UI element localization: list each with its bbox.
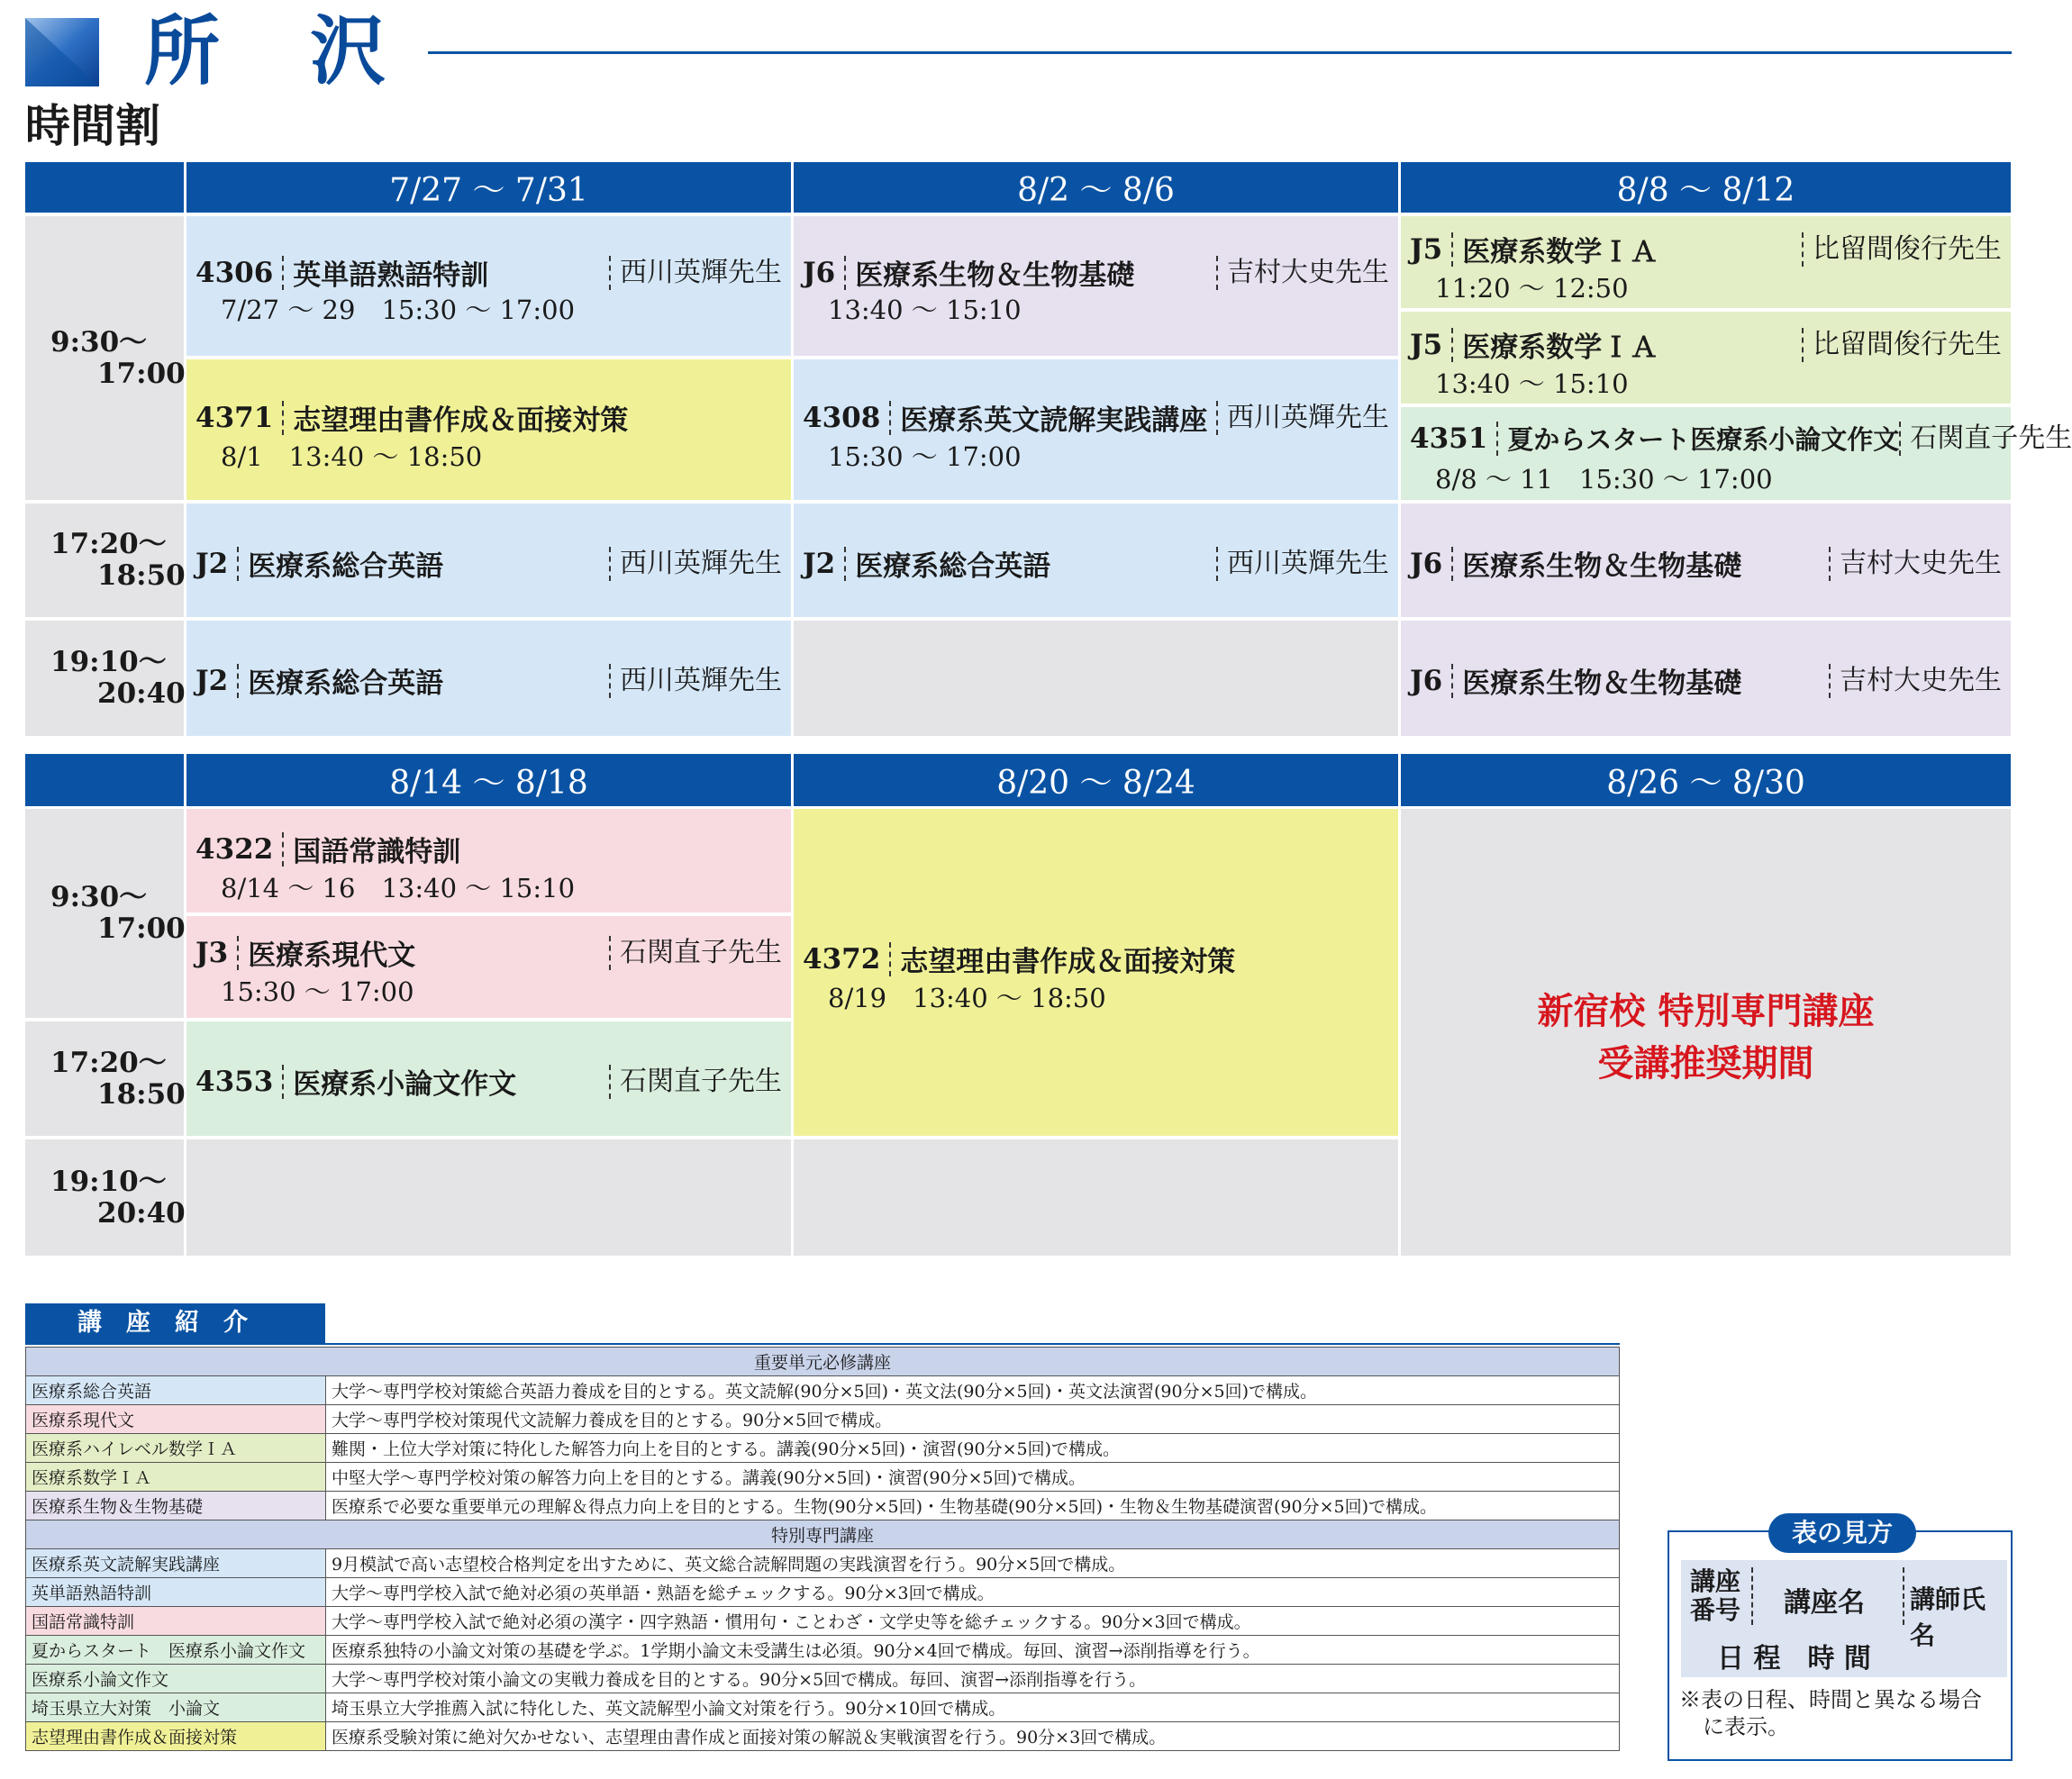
- course-teacher: 比留間俊行先生: [1802, 328, 2002, 362]
- legend-teacher: 講師氏名: [1910, 1584, 1986, 1650]
- course-teacher: 西川英輝先生: [1216, 401, 1389, 435]
- course-code: 4308: [803, 401, 891, 435]
- course-code: 4371: [195, 401, 284, 435]
- course-code: J2: [195, 664, 239, 698]
- intro-row: [26, 1665, 1620, 1693]
- intro-course-name: 医療系生物＆生物基礎: [26, 1492, 326, 1520]
- intro-section-title: 特別専門講座: [26, 1520, 1620, 1549]
- course-title: 医療系総合英語: [248, 550, 444, 583]
- course-title: 医療系総合英語: [855, 550, 1051, 583]
- legend-code-line-2: 番号: [1689, 1595, 1740, 1625]
- intro-course-name: 志望理由書作成＆面接対策: [26, 1722, 326, 1751]
- course-cell[interactable]: [186, 621, 791, 736]
- course-title: 志望理由書作成＆面接対策: [900, 946, 1236, 978]
- time-slot-2: 17:20〜 18:50: [25, 1021, 184, 1136]
- legend-code-line-1: 講座: [1689, 1566, 1740, 1596]
- course-title: 志望理由書作成＆面接対策: [293, 404, 629, 437]
- course-cell[interactable]: [1401, 504, 2011, 617]
- intro-course-name: 医療系総合英語: [26, 1376, 326, 1405]
- week-header-5: 8/20 〜 8/24: [794, 754, 1398, 806]
- course-schedule: 15:30 〜 17:00: [828, 441, 1022, 472]
- course-schedule: 13:40 〜 15:10: [1435, 368, 1629, 399]
- intro-row: [26, 1722, 1620, 1751]
- legend-schedule: 日 程 時 間: [1717, 1643, 1871, 1675]
- intro-course-desc: 大学〜専門学校入試で絶対必須の英単語・熟語を総チェックする。90分×3回で構成。: [326, 1578, 1620, 1607]
- course-title: 医療系生物＆生物基礎: [855, 259, 1135, 292]
- course-title: 医療系数学ＩＡ: [1462, 331, 1659, 364]
- intro-course-name: 医療系現代文: [26, 1405, 326, 1434]
- intro-row: [26, 1578, 1620, 1607]
- week-header-1: 7/27 〜 7/31: [186, 162, 791, 213]
- intro-course-desc: 大学〜専門学校対策小論文の実戦力養成を目的とする。90分×5回で構成。毎回、演習→添削指導を行う。: [326, 1665, 1620, 1693]
- course-schedule: 13:40 〜 15:10: [828, 295, 1022, 325]
- course-title: 医療系生物＆生物基礎: [1462, 667, 1742, 700]
- title-logo-icon: [25, 18, 99, 86]
- week-header-3: 8/8 〜 8/12: [1401, 162, 2011, 213]
- course-title: 医療系生物＆生物基礎: [1462, 550, 1742, 583]
- course-cell[interactable]: [794, 359, 1398, 500]
- course-teacher: 吉村大史先生: [1829, 547, 2002, 581]
- intro-course-desc: 大学〜専門学校入試で絶対必須の漢字・四字熟語・慣用句・ことわざ・文学史等を総チェックする。90分×3回で構成。: [326, 1607, 1620, 1636]
- course-cell[interactable]: [186, 916, 791, 1018]
- course-code: J5: [1410, 328, 1453, 362]
- course-teacher: 石関直子先生: [609, 1065, 782, 1099]
- intro-course-desc: 埼玉県立大学推薦入試に特化した、英文読解型小論文対策を行う。90分×10回で構成。: [326, 1693, 1620, 1722]
- intro-row: [26, 1463, 1620, 1492]
- intro-section-title: 重要単元必修講座: [26, 1348, 1620, 1376]
- intro-course-desc: 大学〜専門学校対策総合英語力養成を目的とする。英文読解(90分×5回)・英文法(90分×5回)・英文法演習(90分×5回)で構成。: [326, 1376, 1620, 1405]
- course-code: 4322: [195, 832, 284, 867]
- special-line-2: 受講推奨期間: [1597, 1042, 1814, 1085]
- course-intro-table: [25, 1347, 1620, 1751]
- course-code: 4351: [1410, 422, 1498, 456]
- course-code: J2: [195, 547, 239, 581]
- course-schedule: 8/8 〜 11 15:30 〜 17:00: [1435, 464, 1773, 495]
- campus-title: 所 沢: [144, 6, 394, 95]
- course-cell[interactable]: [1401, 407, 2072, 500]
- time-slot-3: 19:10〜 20:40: [25, 1139, 184, 1256]
- course-cell[interactable]: [1401, 312, 2011, 404]
- week-header-4: 8/14 〜 8/18: [186, 754, 791, 806]
- course-teacher: 吉村大史先生: [1216, 256, 1389, 290]
- intro-course-name: 医療系ハイレベル数学ＩＡ: [26, 1434, 326, 1463]
- course-cell[interactable]: [794, 504, 1398, 617]
- intro-course-desc: 医療系で必要な重要単元の理解＆得点力向上を目的とする。生物(90分×5回)・生物基礎(90分×5回)・生物＆生物基礎演習(90分×5回)で構成。: [326, 1492, 1620, 1520]
- intro-course-desc: 医療系受験対策に絶対欠かせない、志望理由書作成と面接対策の解説＆実戦演習を行う。90分×3回で構成。: [326, 1722, 1620, 1751]
- intro-course-desc: 難関・上位大学対策に特化した解答力向上を目的とする。講義(90分×5回)・演習(90分×5回)で構成。: [326, 1434, 1620, 1463]
- legend-course-name: 講座名: [1784, 1587, 1865, 1619]
- corner-header: [25, 754, 184, 806]
- course-code: J3: [195, 936, 239, 970]
- course-title: 医療系数学ＩＡ: [1462, 236, 1659, 268]
- time-slot-1: 9:30〜 17:00: [25, 809, 184, 1018]
- course-title: 英単語熟語特訓: [293, 259, 489, 292]
- course-code: J5: [1410, 232, 1453, 267]
- intro-course-name: 国語常識特訓: [26, 1607, 326, 1636]
- intro-row: [26, 1636, 1620, 1665]
- course-cell[interactable]: [794, 809, 1398, 1136]
- course-cell[interactable]: [186, 1021, 791, 1136]
- time-slot-2: 17:20〜 18:50: [25, 504, 184, 617]
- course-title: 医療系現代文: [248, 939, 416, 972]
- course-cell[interactable]: [186, 359, 791, 500]
- corner-header: [25, 162, 184, 213]
- course-code: J2: [803, 547, 846, 581]
- course-cell[interactable]: [794, 216, 1398, 356]
- intro-course-name: 埼玉県立大対策 小論文: [26, 1693, 326, 1722]
- intro-row: [26, 1492, 1620, 1520]
- intro-row: [26, 1405, 1620, 1434]
- course-cell[interactable]: [1401, 216, 2011, 308]
- intro-row: [26, 1549, 1620, 1578]
- course-code: 4353: [195, 1065, 284, 1099]
- intro-row: [26, 1376, 1620, 1405]
- intro-course-name: 夏からスタート 医療系小論文作文: [26, 1636, 326, 1665]
- course-teacher: 石関直子先生: [609, 936, 782, 970]
- course-title: 医療系小論文作文: [293, 1068, 517, 1101]
- course-teacher: 比留間俊行先生: [1802, 232, 2002, 267]
- empty-cell: [794, 621, 1398, 736]
- intro-section-row: [26, 1520, 1620, 1549]
- intro-course-name: 英単語熟語特訓: [26, 1578, 326, 1607]
- intro-course-desc: 中堅大学〜専門学校対策の解答力向上を目的とする。講義(90分×5回)・演習(90分×5回)で構成。: [326, 1463, 1620, 1492]
- course-title: 国語常識特訓: [293, 836, 461, 868]
- empty-cell: [186, 1139, 791, 1256]
- course-schedule: 11:20 〜 12:50: [1435, 273, 1629, 304]
- time-slot-3: 19:10〜 20:40: [25, 621, 184, 736]
- course-teacher: 西川英輝先生: [609, 664, 782, 698]
- course-teacher: 西川英輝先生: [1216, 547, 1389, 581]
- legend-note-line-1: ※表の日程、時間と異なる場合: [1679, 1687, 1982, 1712]
- course-code: 4372: [803, 942, 891, 976]
- course-cell[interactable]: [186, 504, 791, 617]
- course-teacher: 西川英輝先生: [609, 547, 782, 581]
- intro-course-desc: 9月模試で高い志望校合格判定を出すために、英文総合読解問題の実践演習を行う。90分×5回で構成。: [326, 1549, 1620, 1578]
- course-teacher: 石関直子先生: [1899, 422, 2072, 456]
- course-schedule: 8/1 13:40 〜 18:50: [221, 441, 483, 472]
- course-title: 医療系英文読解実践講座: [900, 404, 1208, 437]
- week-header-6: 8/26 〜 8/30: [1401, 754, 2011, 806]
- course-schedule: 15:30 〜 17:00: [221, 976, 414, 1007]
- intro-course-desc: 大学〜専門学校対策現代文読解力養成を目的とする。90分×5回で構成。: [326, 1405, 1620, 1434]
- course-code: J6: [1410, 547, 1453, 581]
- intro-course-name: 医療系英文読解実践講座: [26, 1549, 326, 1578]
- intro-course-name: 医療系小論文作文: [26, 1665, 326, 1693]
- course-cell[interactable]: [186, 809, 791, 912]
- special-line-1: 新宿校 特別専門講座: [1537, 990, 1875, 1032]
- intro-row: [26, 1607, 1620, 1636]
- course-schedule: 7/27 〜 29 15:30 〜 17:00: [221, 295, 576, 325]
- course-teacher: 西川英輝先生: [609, 256, 782, 290]
- special-period-cell: [1401, 809, 2011, 1256]
- empty-cell: [794, 1139, 1398, 1256]
- course-teacher: 吉村大史先生: [1829, 664, 2002, 698]
- course-cell[interactable]: [186, 216, 791, 356]
- intro-row: [26, 1434, 1620, 1463]
- legend-note-line-2: に表示。: [1703, 1714, 1789, 1739]
- intro-course-desc: 医療系独特の小論文対策の基礎を学ぶ。1学期小論文未受講生は必須。90分×4回で構成。毎回、演習→添削指導を行う。: [326, 1636, 1620, 1665]
- course-code: J6: [803, 256, 846, 290]
- time-slot-1: 9:30〜 17:00: [25, 216, 184, 500]
- title-rule: [428, 51, 2012, 54]
- legend-title: 表の見方: [1768, 1513, 1916, 1553]
- course-title: 夏からスタート医療系小論文作文: [1507, 424, 1900, 455]
- course-code: J6: [1410, 664, 1453, 698]
- intro-course-name: 医療系数学ＩＡ: [26, 1463, 326, 1492]
- legend-sample: [1681, 1560, 2007, 1677]
- section-title: 時間割: [25, 99, 160, 152]
- course-schedule: 8/14 〜 16 13:40 〜 15:10: [221, 873, 576, 903]
- course-cell[interactable]: [1401, 621, 2011, 736]
- course-code: 4306: [195, 256, 284, 290]
- course-schedule: 8/19 13:40 〜 18:50: [828, 983, 1106, 1013]
- intro-label-rule: [25, 1343, 1620, 1345]
- intro-label: 講 座 紹 介: [25, 1303, 325, 1343]
- course-title: 医療系総合英語: [248, 667, 444, 700]
- week-header-2: 8/2 〜 8/6: [794, 162, 1398, 213]
- intro-section-row: [26, 1348, 1620, 1376]
- intro-row: [26, 1693, 1620, 1722]
